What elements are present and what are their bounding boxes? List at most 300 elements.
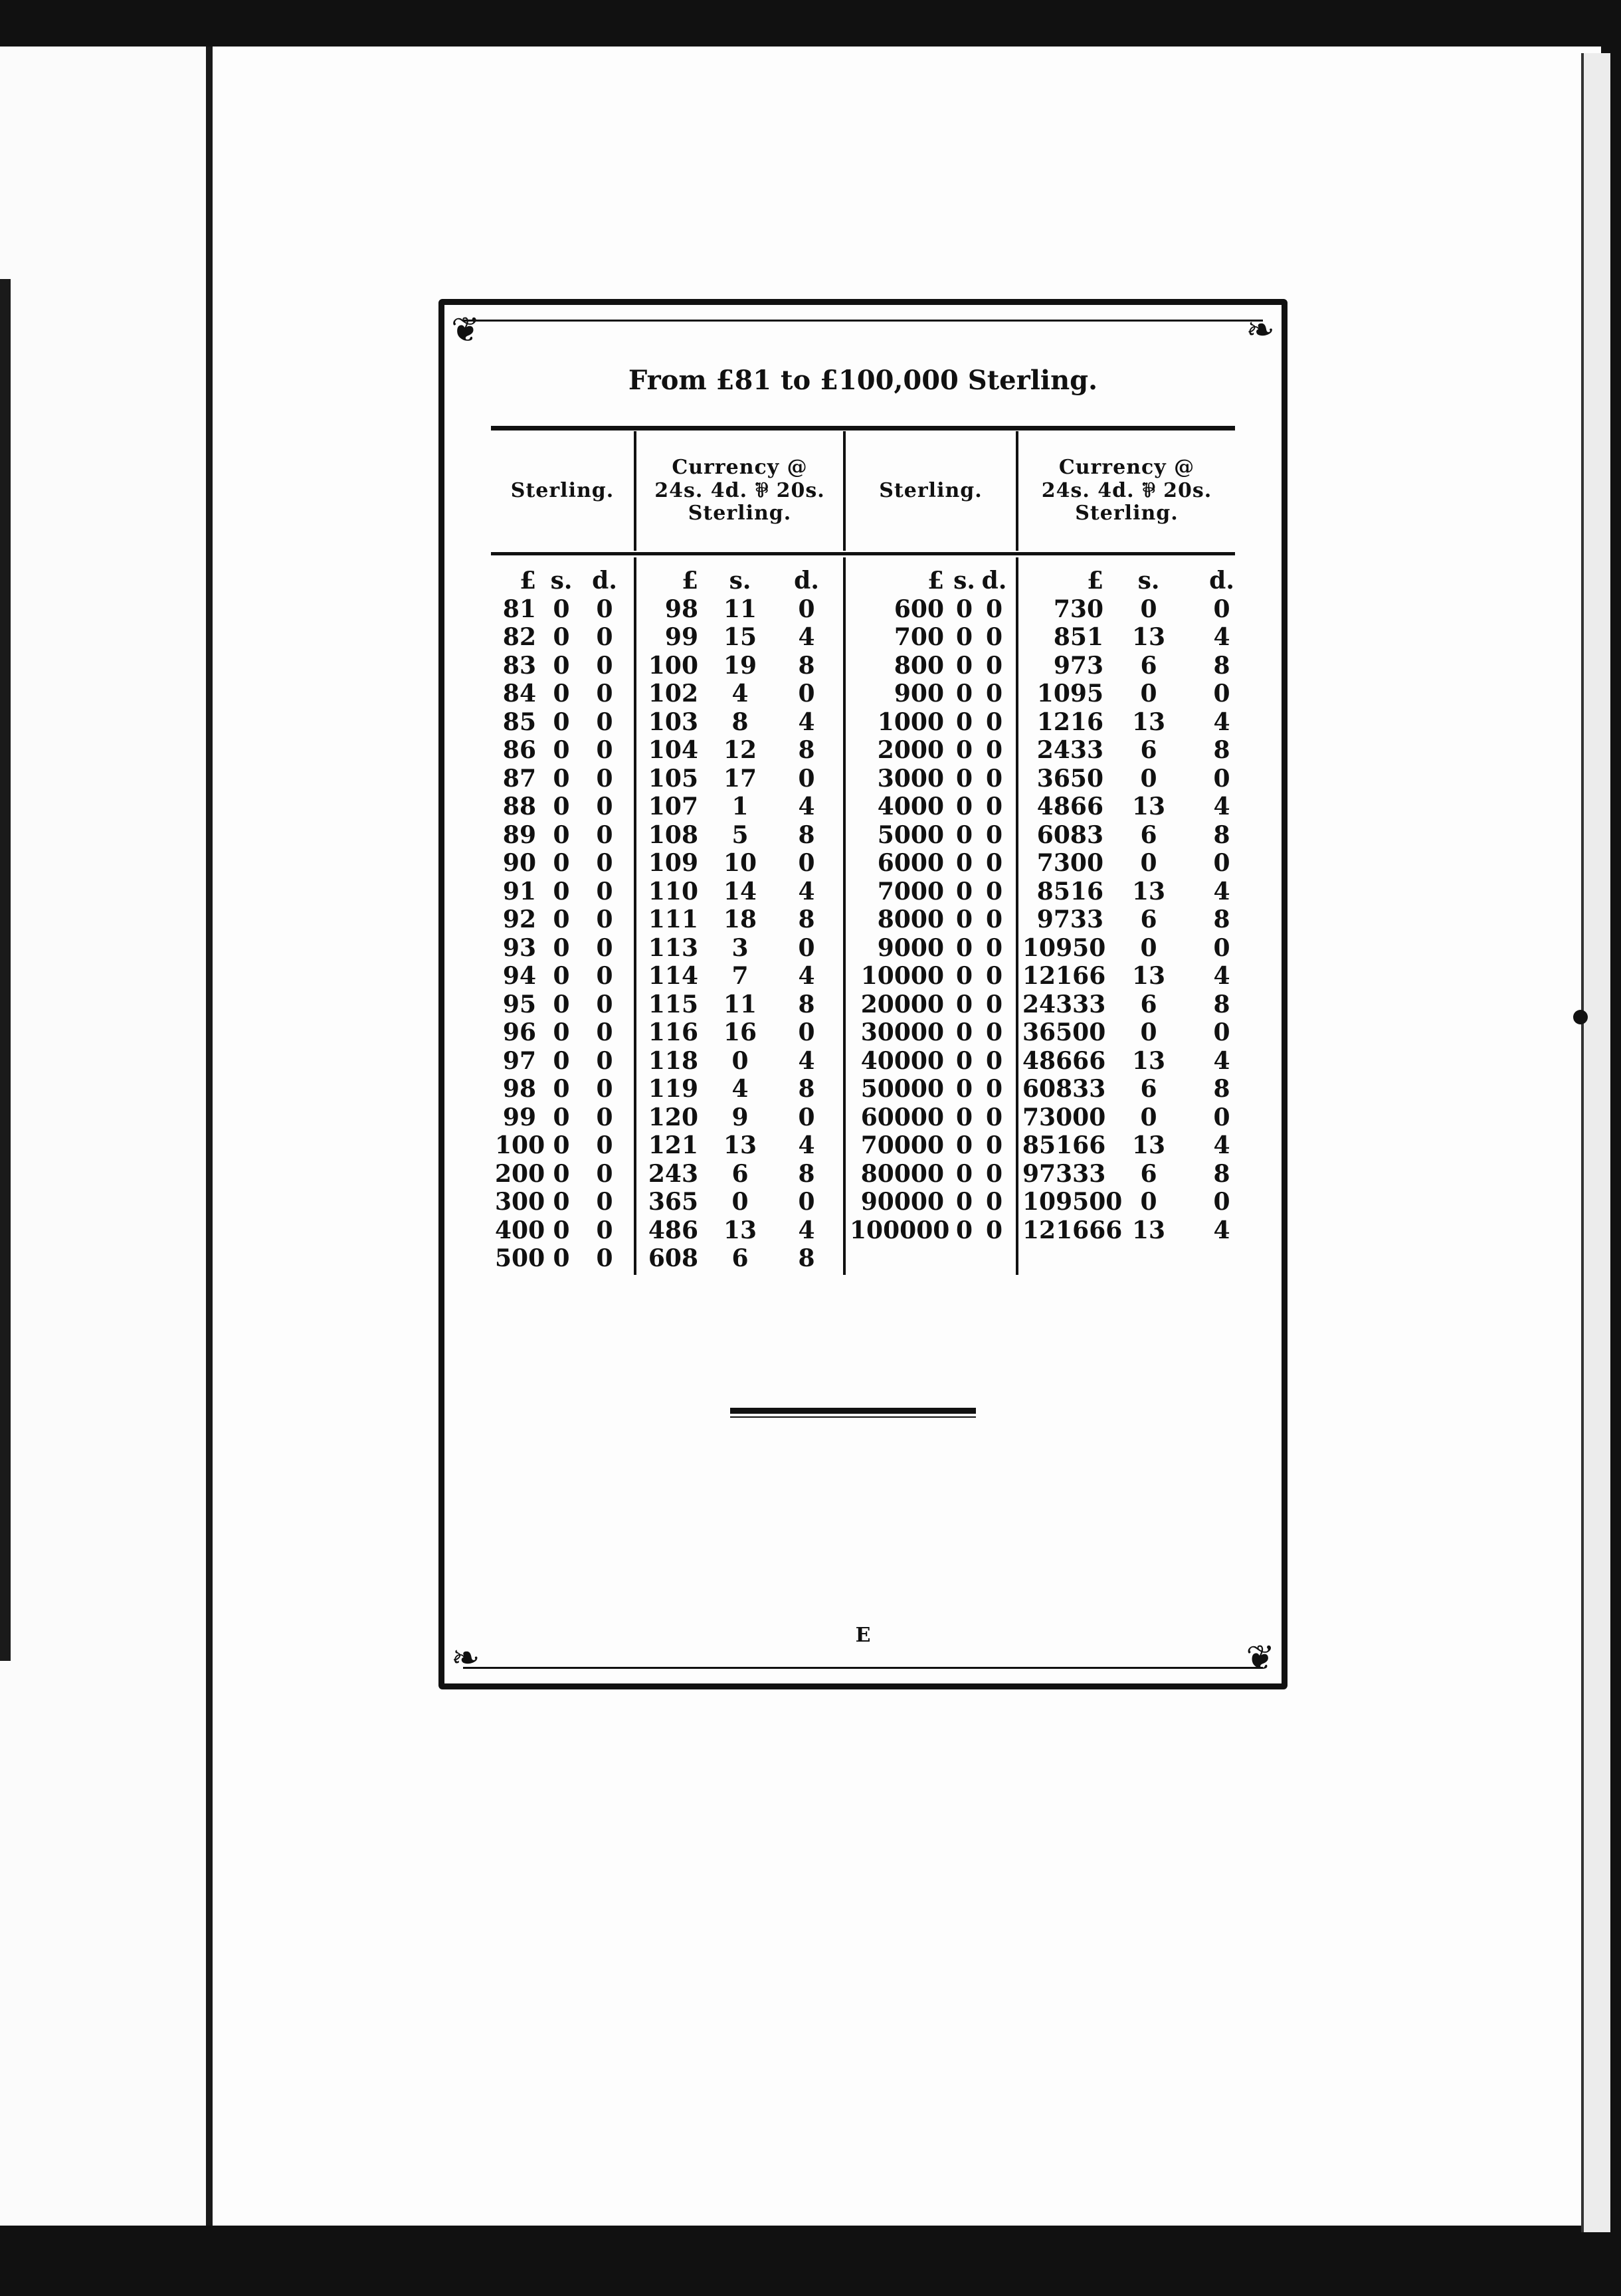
table-row — [1018, 821, 1255, 850]
table-cell: 12 — [723, 736, 757, 764]
table-cell: 85 — [502, 708, 536, 736]
table-cell: 92 — [502, 906, 536, 933]
table-cell: 118 — [648, 1046, 698, 1075]
table-cell: 17 — [723, 764, 757, 793]
table-cell: 6 — [731, 1244, 749, 1272]
table-cell: 0 — [596, 1046, 613, 1075]
table-cell: 0 — [955, 623, 973, 651]
table-cell: 83 — [502, 651, 536, 680]
table-cell: 94 — [502, 962, 536, 990]
table-row — [491, 934, 634, 963]
header-currency-right: Currency @ 24s. 4d. ⅌ 20s. Sterling. — [1016, 431, 1235, 551]
unit-label: £ — [927, 567, 944, 595]
table-cell: 8 — [798, 736, 815, 764]
table-cell: 6083 — [1036, 820, 1103, 849]
table-cell: 8 — [798, 820, 815, 849]
table-row — [636, 708, 843, 737]
table-cell: 90000 — [860, 1188, 944, 1216]
table-cell: 0 — [985, 1188, 1003, 1216]
table-row — [491, 1244, 634, 1273]
table-cell: 116 — [648, 1018, 698, 1046]
unit-label: £ — [681, 567, 698, 595]
table-cell: 486 — [648, 1216, 698, 1244]
table-row — [636, 736, 843, 765]
table-cell: 0 — [985, 1216, 1003, 1244]
table-cell: 4 — [1213, 1131, 1230, 1159]
table-cell: 0 — [955, 962, 973, 990]
table-cell: 7 — [731, 962, 749, 990]
unit-label: s. — [550, 567, 573, 595]
table-cell: 8 — [1213, 990, 1230, 1018]
table-cell: 1216 — [1036, 708, 1103, 736]
table-cell: 60000 — [860, 1103, 944, 1131]
table-cell: 9 — [731, 1103, 749, 1131]
table-cell: 0 — [553, 623, 570, 651]
table-cell: 0 — [985, 736, 1003, 764]
table-cell: 13 — [1131, 877, 1166, 906]
table-cell: 4 — [798, 877, 815, 906]
table-cell: 8 — [798, 1159, 815, 1188]
table-row — [1018, 793, 1255, 821]
table-row — [846, 1131, 1016, 1160]
table-cell: 4 — [1213, 877, 1230, 906]
table-cell: 70000 — [860, 1131, 944, 1159]
table-cell: 60833 — [1022, 1075, 1106, 1103]
table-cell: 87 — [502, 764, 536, 793]
table-cell: 0 — [955, 1216, 973, 1244]
table-row — [846, 765, 1016, 793]
table-cell: 0 — [553, 1075, 570, 1103]
table-cell: 6000 — [877, 849, 944, 877]
table-cell: 0 — [955, 1103, 973, 1131]
table-cell: 0 — [985, 651, 1003, 680]
table-row — [636, 1018, 843, 1047]
table-row — [846, 934, 1016, 963]
table-cell: 0 — [985, 623, 1003, 651]
table-row — [636, 906, 843, 934]
table-cell: 0 — [985, 793, 1003, 820]
table-row — [636, 793, 843, 821]
table-cell: 0 — [596, 1075, 613, 1103]
table-cell: 0 — [553, 906, 570, 933]
table-cell: 88 — [502, 793, 536, 820]
table-cell: 5000 — [877, 820, 944, 849]
table-row — [491, 1018, 634, 1047]
table-cell: 0 — [985, 1131, 1003, 1159]
unit-label: d. — [981, 567, 1007, 595]
table-cell: 10 — [723, 849, 757, 877]
table-cell: 0 — [798, 595, 815, 623]
table-cell: 730 — [1053, 595, 1103, 623]
table-row — [1018, 991, 1255, 1019]
table-cell: 0 — [985, 820, 1003, 849]
table-row — [846, 1047, 1016, 1076]
ink-spot — [1573, 1010, 1588, 1024]
table-cell: 13 — [723, 1131, 757, 1159]
table-cell: 121666 — [1022, 1216, 1123, 1244]
table-row — [846, 793, 1016, 821]
table-cell: 115 — [648, 990, 698, 1018]
table-cell: 973 — [1053, 651, 1103, 680]
table-cell: 0 — [1140, 1018, 1157, 1046]
table-cell: 81 — [502, 595, 536, 623]
table-row — [1018, 962, 1255, 991]
table-cell: 0 — [955, 1046, 973, 1075]
table-cell: 0 — [798, 764, 815, 793]
table-cell: 0 — [596, 1018, 613, 1046]
table-cell: 8 — [1213, 906, 1230, 933]
corner-scroll-ornament: ❦ — [1246, 1638, 1275, 1678]
table-cell: 0 — [955, 990, 973, 1018]
table-row — [491, 652, 634, 680]
table-cell: 93 — [502, 933, 536, 962]
table-cell: 0 — [596, 820, 613, 849]
table-cell: 0 — [985, 1103, 1003, 1131]
table-cell: 109 — [648, 849, 698, 877]
table-cell: 13 — [1131, 1046, 1166, 1075]
corner-scroll-ornament: ❦ — [451, 310, 480, 350]
table-cell: 0 — [798, 849, 815, 877]
table-cell: 19 — [723, 651, 757, 680]
table-cell: 0 — [985, 849, 1003, 877]
table-row — [1018, 1047, 1255, 1076]
table-cell: 4 — [1213, 623, 1230, 651]
table-cell: 8 — [798, 906, 815, 933]
left-page-spine — [0, 279, 11, 1661]
left-facing-page — [0, 47, 223, 2226]
table-cell: 4 — [798, 793, 815, 820]
unit-label: s. — [729, 567, 751, 595]
table-cell: 0 — [1213, 1103, 1230, 1131]
table-cell: 0 — [553, 877, 570, 906]
table-cell: 5 — [731, 820, 749, 849]
table-row — [636, 652, 843, 680]
table-cell: 102 — [648, 680, 698, 708]
table-row — [1018, 934, 1255, 963]
table-cell: 0 — [553, 736, 570, 764]
table-cell: 3000 — [877, 764, 944, 793]
table-row — [491, 708, 634, 737]
table-cell: 0 — [1140, 849, 1157, 877]
table-cell: 0 — [553, 1244, 570, 1272]
table-cell: 109500 — [1022, 1188, 1123, 1216]
table-cell: 0 — [1140, 1188, 1157, 1216]
unit-row — [636, 567, 843, 595]
table-cell: 40000 — [860, 1046, 944, 1075]
table-cell: 0 — [596, 680, 613, 708]
table-cell: 1 — [731, 793, 749, 820]
table-row — [491, 1160, 634, 1189]
table-cell: 48666 — [1022, 1046, 1106, 1075]
table-cell: 105 — [648, 764, 698, 793]
table-row — [636, 934, 843, 963]
table-cell: 110 — [648, 877, 698, 906]
table-cell: 700 — [894, 623, 944, 651]
table-cell: 6 — [1140, 906, 1157, 933]
table-cell: 8 — [798, 1075, 815, 1103]
table-row — [846, 962, 1016, 991]
ornamental-frame — [438, 299, 1287, 1689]
table-row — [846, 595, 1016, 624]
table-cell: 800 — [894, 651, 944, 680]
table-row — [491, 1216, 634, 1245]
table-cell: 0 — [553, 1131, 570, 1159]
table-cell: 0 — [596, 1159, 613, 1188]
table-cell: 30000 — [860, 1018, 944, 1046]
table-cell: 0 — [985, 708, 1003, 736]
table-cell: 12166 — [1022, 962, 1106, 990]
table-cell: 0 — [553, 849, 570, 877]
table-cell: 86 — [502, 736, 536, 764]
table-cell: 100 — [648, 651, 698, 680]
table-cell: 98 — [664, 595, 698, 623]
table-cell: 0 — [553, 1159, 570, 1188]
unit-label: d. — [592, 567, 617, 595]
table-cell: 0 — [596, 849, 613, 877]
table-cell: 0 — [1213, 849, 1230, 877]
table-cell: 8 — [1213, 1159, 1230, 1188]
table-cell: 4 — [1213, 708, 1230, 736]
table-row — [491, 962, 634, 991]
table-cell: 0 — [955, 820, 973, 849]
table-cell: 0 — [985, 1018, 1003, 1046]
unit-label: d. — [794, 567, 819, 595]
table-cell: 4 — [731, 680, 749, 708]
table-row — [846, 708, 1016, 737]
table-cell: 0 — [798, 1018, 815, 1046]
table-cell: 4 — [1213, 962, 1230, 990]
closing-rule — [730, 1408, 976, 1418]
table-cell: 0 — [731, 1046, 749, 1075]
table-row — [1018, 1103, 1255, 1132]
table-cell: 0 — [1213, 1018, 1230, 1046]
table-cell: 7000 — [877, 877, 944, 906]
table-cell: 0 — [596, 1216, 613, 1244]
table-cell: 0 — [596, 736, 613, 764]
corner-scroll-ornament: ❧ — [1246, 310, 1275, 350]
table-cell: 85166 — [1022, 1131, 1106, 1159]
table-cell: 600 — [894, 595, 944, 623]
table-cell: 0 — [553, 680, 570, 708]
table-cell: 9733 — [1036, 906, 1103, 933]
table-cell: 13 — [1131, 623, 1166, 651]
table-cell: 4000 — [877, 793, 944, 820]
table-row — [846, 1216, 1016, 1245]
table-cell: 0 — [596, 651, 613, 680]
unit-label: d. — [1209, 567, 1234, 595]
table-cell: 4 — [798, 623, 815, 651]
table-cell: 0 — [955, 651, 973, 680]
table-cell: 0 — [955, 1075, 973, 1103]
table-cell: 0 — [985, 680, 1003, 708]
table-cell: 3650 — [1036, 764, 1103, 793]
table-cell: 0 — [798, 1103, 815, 1131]
table-cell: 0 — [955, 906, 973, 933]
table-row — [1018, 708, 1255, 737]
table-cell: 16 — [723, 1018, 757, 1046]
table-cell: 8 — [798, 1244, 815, 1272]
table-cell: 0 — [985, 933, 1003, 962]
table-cell: 0 — [553, 1188, 570, 1216]
table-cell: 0 — [955, 1018, 973, 1046]
table-cell: 4 — [798, 962, 815, 990]
table-cell: 0 — [553, 933, 570, 962]
table-cell: 0 — [955, 764, 973, 793]
table-cell: 80000 — [860, 1159, 944, 1188]
table-cell: 14 — [723, 877, 757, 906]
table-cell: 119 — [648, 1075, 698, 1103]
table-row — [636, 821, 843, 850]
table-row — [491, 736, 634, 765]
table-row — [491, 680, 634, 708]
table-cell: 1095 — [1036, 680, 1103, 708]
table-cell: 0 — [985, 990, 1003, 1018]
table-cell: 13 — [1131, 1216, 1166, 1244]
table-cell: 9000 — [877, 933, 944, 962]
table-cell: 111 — [648, 906, 698, 933]
table-row — [846, 821, 1016, 850]
table-cell: 18 — [723, 906, 757, 933]
table-cell: 0 — [985, 1075, 1003, 1103]
table-cell: 0 — [1140, 764, 1157, 793]
table-cell: 0 — [1213, 933, 1230, 962]
table-cell: 0 — [1140, 1103, 1157, 1131]
table-cell: 11 — [723, 990, 757, 1018]
table-cell: 300 — [495, 1188, 545, 1216]
table-cell: 0 — [553, 1046, 570, 1075]
table-cell: 4 — [798, 1216, 815, 1244]
table-row — [846, 1075, 1016, 1103]
table-cell: 6 — [1140, 736, 1157, 764]
table-row — [491, 821, 634, 850]
unit-label: s. — [953, 567, 975, 595]
table-cell: 0 — [553, 708, 570, 736]
table-cell: 0 — [596, 793, 613, 820]
currency-column-right — [1016, 557, 1255, 1275]
table-cell: 4 — [1213, 1046, 1230, 1075]
table-cell: 95 — [502, 990, 536, 1018]
table-cell: 8 — [1213, 736, 1230, 764]
table-cell: 99 — [664, 623, 698, 651]
table-row — [636, 595, 843, 624]
table-cell: 1000 — [877, 708, 944, 736]
table-cell: 500 — [495, 1244, 545, 1272]
table-cell: 8 — [731, 708, 749, 736]
table-cell: 200 — [495, 1159, 545, 1188]
table-row — [846, 680, 1016, 708]
sterling-column-right — [843, 557, 1016, 1275]
table-row — [636, 1244, 843, 1273]
table-cell: 107 — [648, 793, 698, 820]
table-cell: 0 — [596, 1188, 613, 1216]
table-row — [636, 849, 843, 878]
table-header — [491, 431, 1235, 551]
table-row — [636, 1188, 843, 1216]
table-cell: 0 — [955, 849, 973, 877]
table-row — [636, 878, 843, 906]
table-cell: 243 — [648, 1159, 698, 1188]
table-cell: 113 — [648, 933, 698, 962]
table-row — [491, 623, 634, 652]
table-cell: 0 — [1213, 764, 1230, 793]
table-title: From £81 to £100,000 Sterling. — [628, 365, 1098, 396]
table-cell: 0 — [985, 764, 1003, 793]
table-cell: 0 — [596, 1131, 613, 1159]
table-cell: 0 — [596, 877, 613, 906]
conversion-table — [491, 557, 1235, 1275]
table-cell: 103 — [648, 708, 698, 736]
table-cell: 0 — [596, 1103, 613, 1131]
table-cell: 8 — [1213, 651, 1230, 680]
table-cell: 73000 — [1022, 1103, 1106, 1131]
table-cell: 7300 — [1036, 849, 1103, 877]
table-cell: 6 — [1140, 1075, 1157, 1103]
table-cell: 96 — [502, 1018, 536, 1046]
table-cell: 0 — [553, 595, 570, 623]
table-cell: 4866 — [1036, 793, 1103, 820]
table-cell: 0 — [553, 764, 570, 793]
table-cell: 84 — [502, 680, 536, 708]
table-row — [636, 1103, 843, 1132]
table-row — [846, 1160, 1016, 1189]
table-row — [491, 595, 634, 624]
table-cell: 0 — [553, 820, 570, 849]
table-cell: 8 — [1213, 820, 1230, 849]
sterling-column-left — [491, 557, 634, 1275]
table-row — [1018, 652, 1255, 680]
table-cell: 97333 — [1022, 1159, 1106, 1188]
table-row — [491, 1188, 634, 1216]
table-cell: 6 — [1140, 990, 1157, 1018]
unit-row — [846, 567, 1016, 595]
table-row — [1018, 1160, 1255, 1189]
table-cell: 0 — [553, 962, 570, 990]
unit-row — [1018, 567, 1255, 595]
table-cell: 10950 — [1022, 933, 1106, 962]
table-row — [846, 623, 1016, 652]
table-row — [846, 878, 1016, 906]
table-cell: 6 — [731, 1159, 749, 1188]
table-row — [491, 1103, 634, 1132]
table-cell: 0 — [553, 793, 570, 820]
table-row — [1018, 736, 1255, 765]
table-cell: 0 — [553, 1216, 570, 1244]
signature-mark: E — [855, 1624, 871, 1647]
table-cell: 11 — [723, 595, 757, 623]
table-cell: 0 — [798, 933, 815, 962]
table-cell: 0 — [985, 906, 1003, 933]
table-row — [491, 906, 634, 934]
header-sterling-right: Sterling. — [843, 431, 1016, 551]
table-row — [1018, 1216, 1255, 1245]
table-cell: 4 — [798, 1131, 815, 1159]
table-cell: 0 — [985, 1046, 1003, 1075]
table-row — [491, 1075, 634, 1103]
table-row — [846, 1018, 1016, 1047]
table-cell: 8516 — [1036, 877, 1103, 906]
table-cell: 0 — [596, 990, 613, 1018]
table-cell: 0 — [553, 990, 570, 1018]
table-cell: 365 — [648, 1188, 698, 1216]
table-cell: 0 — [955, 877, 973, 906]
table-cell: 0 — [955, 595, 973, 623]
table-cell: 0 — [1140, 933, 1157, 962]
table-row — [491, 765, 634, 793]
table-cell: 851 — [1053, 623, 1103, 651]
page-edge — [1581, 53, 1610, 2232]
table-cell: 0 — [596, 595, 613, 623]
header-bottom-rule — [491, 552, 1235, 555]
